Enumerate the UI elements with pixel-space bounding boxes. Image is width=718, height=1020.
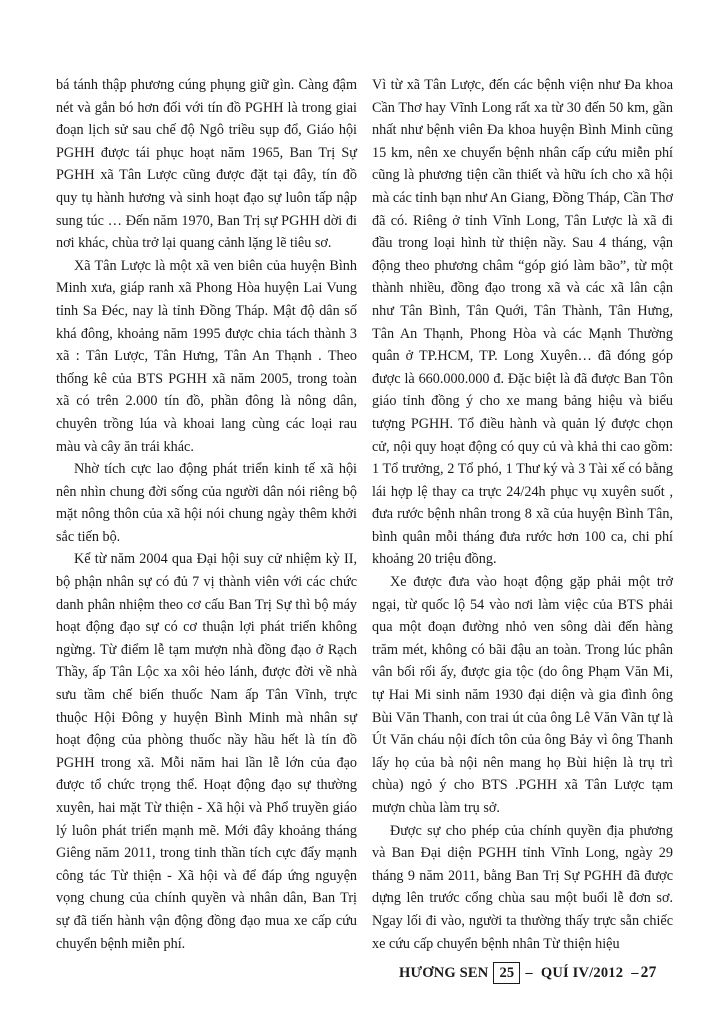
paragraph: Được sự cho phép của chính quyền địa phương và Ban Đại diện PGHH tỉnh Vĩnh Long, ngày 29 tháng 9 năm 2011, bằng Ban Trị Sự PGHH đã được dựng lên trước cổng chùa sau một buổi lễ đơn sơ. Ngay lối đi vào, người ta thường thấy trực sẵn chiếc xe cứu cấp chuyển bệnh nhân Từ thiện hiệu: [372, 822, 673, 952]
magazine-title: HƯƠNG SEN: [399, 964, 489, 981]
paragraph: bá tánh thập phương cúng phụng giữ gìn. Càng đậm nét và gắn bó hơn đối với tín đồ PGHH là trong giai đoạn lịch sử sau chế độ Ngô triều sụp đổ, Giáo hội PGHH được tái phục hoạt năm 1965, Ban Trị Sự PGHH xã Tân Lược cũng được đặt tại đây, tín đồ quy tụ hành hương và sinh hoạt đạo sự luôn tấp nập sung túc … Đến năm 1970, Ban Trị sự PGHH dời đi nơi khác, chùa trở lại quang cảnh lặng lẽ tiêu sơ.: [56, 77, 357, 252]
issue-number-box: 25: [493, 962, 520, 984]
paragraph: Nhờ tích cực lao động phát triển kinh tế xã hội nên nhìn chung đời sống của người dân nói riêng bộ mặt nông thôn của xã hội nói chung ngày thêm khởi sắc tiến bộ.: [56, 461, 357, 545]
paragraph: Kể từ năm 2004 qua Đại hội suy cử nhiệm kỳ II, bộ phận nhân sự có đủ 7 vị thành viên với các chức danh phân nhiệm theo cơ cấu Ban Trị Sự thì bộ máy hoạt động đạo sự có cơ thuận lợi phát triển không ngừng. Từ điểm lễ tạm mượn nhà đồng đạo ở Rạch Thầy, ấp Tân Lộc xa xôi hẻo lánh, được đời về nhà sưu tầm chế biến thuốc Nam ấp Tân Vĩnh, trực thuộc Hội Đông y huyện Bình Minh mà nhân sự hoạt động của phòng thuốc nầy hầu hết là tín đồ PGHH trong xã. Mỗi năm hai lần lễ lớn của đạo được tổ chức trọng thể. Hoạt động đạo sự thường xuyên, hai mặt Từ thiện - Xã hội và Phổ truyền giáo lý luôn phát triển mạnh mẽ. Mới đây khoảng tháng Giêng năm 2011, trong tinh thần tích cực đẩy mạnh công tác Từ thiện - Xã hội và để đáp ứng nguyện vọng chung của chính quyền và nhân dân, Ban Trị sự đã tiến hành vận động đồng đạo mua xe cấp cứu chuyển bệnh miễn phí.: [56, 551, 357, 952]
issue-quarter: QUÍ IV/2012: [540, 964, 624, 981]
paragraph: Xe được đưa vào hoạt động gặp phải một trở ngại, từ quốc lộ 54 vào nơi làm việc của BTS phải qua một đoạn đường nhỏ ven sông dài đến hàng trăm mét, không có bãi đậu an toàn. Trong lúc phân vân bối rối ấy, được gia tộc (do ông Phạm Văn Mi, tự Hai Mi sinh năm 1930 đại diện và gia đình ông Bùi Văn Thanh, con trai út của ông Lê Văn Vãn tự là Út Văn cháu nội đích tôn của ông Bảy vì ông Thanh lấy họ của bà nội nên mang họ Bùi hiện là trụ trì chùa) ngỏ ý cho BTS .PGHH xã Tân Lược tạm mượn chùa làm trụ sở.: [372, 574, 673, 816]
paragraph: Xã Tân Lược là một xã ven biên của huyện Bình Minh xưa, giáp ranh xã Phong Hòa huyện Lai Vung tỉnh Sa Đéc, nay là tỉnh Đồng Tháp. Mật độ dân số khá đông, khoảng năm 1995 được chia tách thành 3 xã : Tân Lược, Tân Hưng, Tân An Thạnh . Theo thống kê của BTS PGHH xã năm 2005, trong toàn xã có trên 2.000 tín đồ, phần đông là nông dân, chuyên trồng lúa và khoai lang cùng các loại rau màu và cây ăn trái khác.: [56, 257, 357, 455]
page-footer: [399, 962, 657, 984]
page-dash: –: [631, 964, 639, 981]
footer-separator: –: [525, 964, 533, 981]
left-column: [56, 74, 357, 955]
right-column: [372, 74, 673, 955]
page-number: 27: [640, 964, 657, 981]
paragraph: Vì từ xã Tân Lược, đến các bệnh viện như Đa khoa Cần Thơ hay Vĩnh Long rất xa từ 30 đến 50 km, gần nhất như bệnh viên Đa khoa huyện Bình Minh cũng 15 km, nên xe chuyển bệnh nhân cấp cứu miễn phí cũng là phương tiện cần thiết và hữu ích cho xã hội mà các tỉnh bạn như An Giang, Đồng Tháp, Cần Thơ đã có. Riêng ở tỉnh Vĩnh Long, Tân Lược là xã đi đầu trong loại hình từ thiện nầy. Sau 4 tháng, vận động theo phương châm “góp gió làm bão”, từ một thành nhiều, đồng đạo trong xã và các xã lân cận như Tân Bình, Tân Quới, Tân Thành, Tân Hưng, Tân An Thạnh, Phong Hòa và các Mạnh Thường quân ở TP.HCM, TP. Long Xuyên… đã đóng góp được là 660.000.000 đ. Đặc biệt là đã được Ban Tôn giáo tỉnh đồng ý cho xe mang bảng hiệu và biểu tượng PGHH. Tổ điều hành và quản lý được chọn cử, nội quy hoạt động có quy củ và khả thi cao gồm: 1 Tổ trưởng, 2 Tổ phó, 1 Thư ký và 3 Tài xế có bằng lái hợp lệ thay ca trực 24/24h phục vụ xuyên suốt , đưa rước bệnh nhân trong 8 xã của huyện Bình Tân, bình quân mỗi tháng đưa rước hơn 100 ca, chi phí khoảng 20 triệu đồng.: [372, 77, 673, 568]
